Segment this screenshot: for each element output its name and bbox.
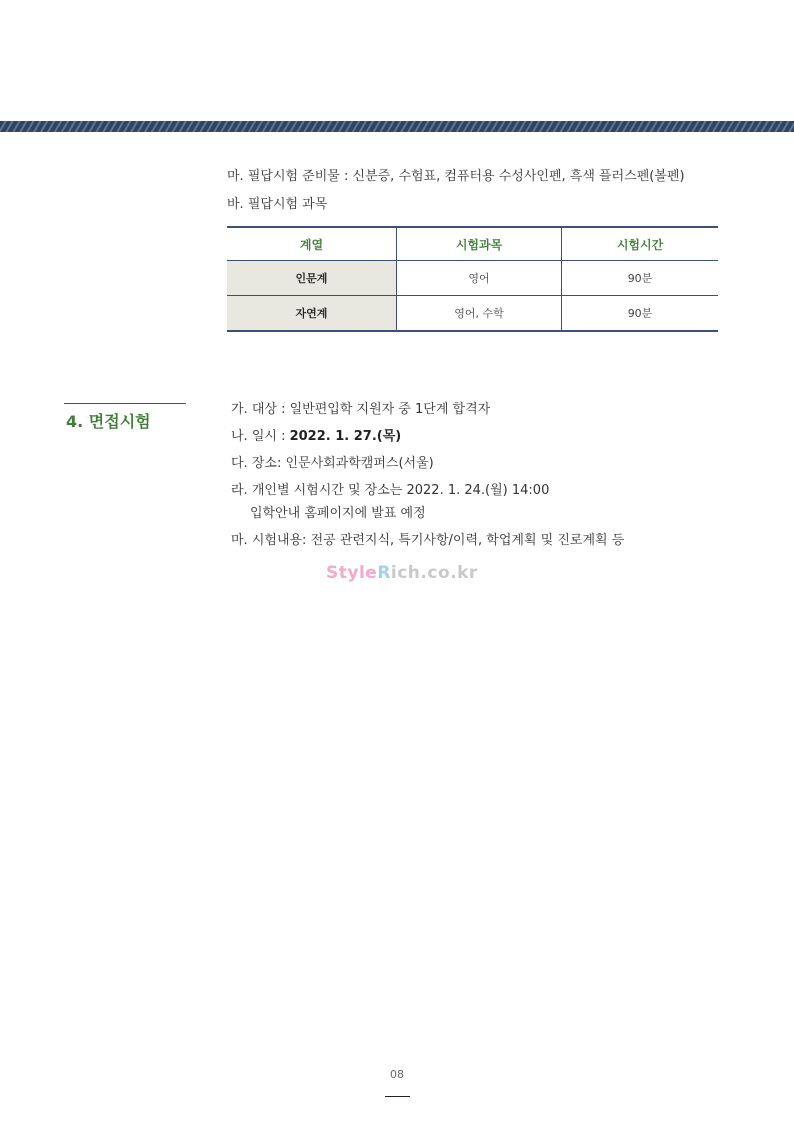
exam-prep-item-ma: 마. 필답시험 준비물 : 신분증, 수험표, 컴퓨터용 수성사인펜, 흑색 플러스펜(볼펜) xyxy=(227,169,685,184)
row-time: 90분 xyxy=(562,261,719,296)
table-row xyxy=(227,261,718,296)
table-row xyxy=(227,296,718,332)
page-number-rule xyxy=(385,1096,410,1097)
header-subject: 시험과목 xyxy=(397,227,562,261)
row-subject: 영어, 수학 xyxy=(397,296,562,332)
exam-prep-item-ba: 바. 필답시험 과목 xyxy=(227,197,328,212)
interview-item-ma: 마. 시험내용: 전공 관련지식, 특기사항/이력, 학업계획 및 진로계획 등 xyxy=(231,533,625,548)
interview-item-da: 다. 장소: 인문사회과학캠퍼스(서울) xyxy=(231,456,434,471)
interview-item-na xyxy=(231,428,401,446)
watermark-part-1: Style xyxy=(326,563,378,583)
interview-date: 2022. 1. 27.(목) xyxy=(289,429,402,444)
interview-item-na-label: 나. 일시 : xyxy=(231,429,290,444)
header-time: 시험시간 xyxy=(562,227,719,261)
table-header-row xyxy=(227,227,718,261)
watermark xyxy=(326,563,478,583)
interview-item-ra-line2: 입학안내 홈페이지에 발표 예정 xyxy=(250,506,426,521)
watermark-part-3: ich.co.kr xyxy=(390,563,478,583)
row-time: 90분 xyxy=(562,296,719,332)
row-category: 자연계 xyxy=(227,296,397,332)
page-number: 08 xyxy=(390,1068,404,1081)
section-divider xyxy=(64,403,186,404)
row-subject: 영어 xyxy=(397,261,562,296)
section-title-interview: 4. 면접시험 xyxy=(66,412,151,431)
header-category: 계열 xyxy=(227,227,397,261)
row-category: 인문계 xyxy=(227,261,397,296)
watermark-part-2: R xyxy=(377,563,391,583)
interview-item-ra-line1: 라. 개인별 시험시간 및 장소는 2022. 1. 24.(월) 14:00 xyxy=(231,483,550,498)
interview-item-ga: 가. 대상 : 일반편입학 지원자 중 1단계 합격자 xyxy=(231,402,491,417)
exam-subject-table xyxy=(227,226,718,332)
header-band xyxy=(0,121,794,132)
